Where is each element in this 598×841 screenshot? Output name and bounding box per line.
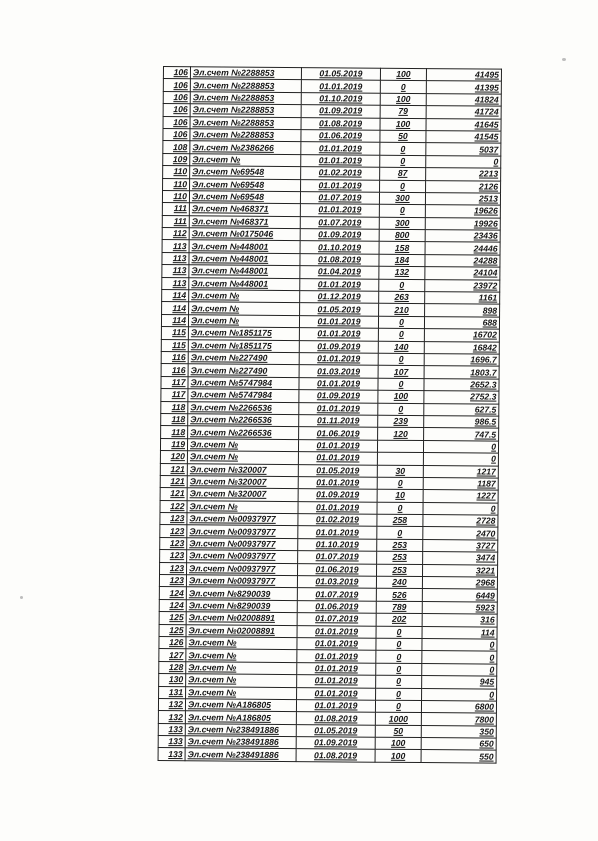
value-cell: 0 <box>426 155 501 168</box>
date-cell: 01.01.2019 <box>296 699 375 712</box>
date-cell: 01.01.2019 <box>298 501 377 514</box>
row-number: 106 <box>163 67 190 80</box>
row-number: 110 <box>162 190 189 203</box>
ledger-body <box>158 67 501 764</box>
account-name: Эл.счет № <box>187 438 298 451</box>
value-cell: 41724 <box>426 106 501 119</box>
row-number: 106 <box>163 128 190 141</box>
account-name: Эл.счет № <box>190 153 301 166</box>
date-cell: 01.05.2019 <box>298 464 377 477</box>
value-cell: 2652.3 <box>424 378 499 391</box>
account-name: Эл.счет №2288853 <box>190 79 301 92</box>
account-name: Эл.счет №1851175 <box>188 327 299 340</box>
value-cell: 2513 <box>425 192 500 205</box>
value-cell: 24288 <box>425 254 500 267</box>
quantity-cell: 0 <box>378 403 424 416</box>
account-name: Эл.счет №00937977 <box>187 513 298 526</box>
date-cell: 01.01.2019 <box>299 377 378 390</box>
date-cell: 01.10.2019 <box>298 538 377 551</box>
account-name: Эл.счет №2288853 <box>190 104 301 117</box>
date-cell: 01.05.2019 <box>301 68 380 81</box>
row-number: 118 <box>161 401 188 414</box>
account-name: Эл.счет №238491886 <box>185 723 296 736</box>
row-number: 111 <box>162 203 189 216</box>
date-cell: 01.02.2019 <box>301 167 380 180</box>
value-cell: 1187 <box>423 477 498 490</box>
row-number: 111 <box>162 215 189 228</box>
value-cell: 24446 <box>425 242 500 255</box>
quantity-cell: 0 <box>378 316 424 329</box>
quantity-cell: 0 <box>379 279 425 292</box>
quantity-cell: 0 <box>376 688 422 701</box>
row-number: 132 <box>158 711 185 724</box>
row-number: 121 <box>160 463 187 476</box>
account-name: Эл.счет №00937977 <box>187 525 298 538</box>
quantity-cell <box>377 452 423 465</box>
ledger-sheet <box>158 66 499 763</box>
account-name: Эл.счет №2266536 <box>188 426 299 439</box>
account-ledger-table <box>158 66 502 764</box>
date-cell: 01.06.2019 <box>297 600 376 613</box>
row-number: 118 <box>161 413 188 426</box>
date-cell: 01.04.2019 <box>300 266 379 279</box>
quantity-cell: 240 <box>376 576 422 589</box>
value-cell: 5037 <box>426 143 501 156</box>
row-number: 123 <box>160 550 187 563</box>
account-name: Эл.счет № <box>186 661 297 674</box>
account-name: Эл.счет №468371 <box>189 203 300 216</box>
date-cell: 01.09.2019 <box>301 105 380 118</box>
value-cell: 41495 <box>426 69 501 82</box>
value-cell: 3221 <box>422 564 497 577</box>
quantity-cell: 263 <box>379 291 425 304</box>
row-number: 132 <box>158 698 185 711</box>
quantity-cell: 87 <box>380 167 426 180</box>
value-cell: 0 <box>422 663 497 676</box>
account-name: Эл.счет № <box>187 451 298 464</box>
date-cell: 01.01.2019 <box>301 179 380 192</box>
date-cell: 01.12.2019 <box>300 291 379 304</box>
row-number: 121 <box>160 475 187 488</box>
account-name: Эл.счет №00937977 <box>187 538 298 551</box>
account-name: Эл.счет №02008891 <box>186 612 297 625</box>
date-cell: 01.01.2019 <box>298 526 377 539</box>
quantity-cell: 30 <box>377 465 423 478</box>
date-cell: 01.08.2019 <box>296 712 375 725</box>
date-cell: 01.09.2019 <box>299 340 378 353</box>
quantity-cell: 120 <box>378 428 424 441</box>
value-cell: 945 <box>422 676 497 689</box>
date-cell: 01.01.2019 <box>297 662 376 675</box>
quantity-cell: 300 <box>379 217 425 230</box>
account-name: Эл.счет № <box>187 500 298 513</box>
value-cell: 747.5 <box>424 428 499 441</box>
account-name: Эл.счет №69548 <box>190 178 301 191</box>
date-cell: 01.07.2019 <box>300 216 379 229</box>
quantity-cell: 789 <box>376 601 422 614</box>
row-number: 114 <box>161 314 188 327</box>
account-name: Эл.счет №448001 <box>189 240 300 253</box>
quantity-cell: 100 <box>375 737 421 750</box>
account-name: Эл.счет № <box>186 674 297 687</box>
quantity-cell: 0 <box>380 155 426 168</box>
date-cell: 01.01.2019 <box>299 315 378 328</box>
account-name: Эл.счет №5747984 <box>188 376 299 389</box>
value-cell: 19926 <box>425 217 500 230</box>
account-name: Эл.счет № <box>186 686 297 699</box>
date-cell: 01.07.2019 <box>297 613 376 626</box>
quantity-cell: 132 <box>379 266 425 279</box>
value-cell: 24104 <box>425 267 500 280</box>
value-cell: 688 <box>424 316 499 329</box>
quantity-cell <box>377 440 423 453</box>
quantity-cell: 526 <box>376 589 422 602</box>
value-cell: 2126 <box>426 180 501 193</box>
account-name: Эл.счет №00937977 <box>187 550 298 563</box>
value-cell: 350 <box>421 725 496 738</box>
row-number: 112 <box>162 228 189 241</box>
quantity-cell: 0 <box>380 81 426 94</box>
date-cell: 01.01.2019 <box>298 476 377 489</box>
value-cell: 41395 <box>426 81 501 94</box>
row-number: 133 <box>158 748 185 761</box>
date-cell: 01.01.2019 <box>297 638 376 651</box>
value-cell: 41545 <box>426 131 501 144</box>
value-cell: 986.5 <box>424 415 499 428</box>
value-cell: 1803.7 <box>424 366 499 379</box>
row-number: 120 <box>160 451 187 464</box>
account-name: Эл.счет №69548 <box>190 166 301 179</box>
row-number: 123 <box>160 513 187 526</box>
value-cell: 1161 <box>425 292 500 305</box>
quantity-cell: 0 <box>377 477 423 490</box>
value-cell: 5923 <box>422 601 497 614</box>
account-name: Эл.счет №320007 <box>187 488 298 501</box>
value-cell: 23436 <box>425 230 500 243</box>
row-number: 133 <box>158 736 185 749</box>
value-cell: 41824 <box>426 93 501 106</box>
value-cell: 0 <box>422 639 497 652</box>
date-cell: 01.05.2019 <box>300 303 379 316</box>
account-name: Эл.счет №2266536 <box>188 414 299 427</box>
quantity-cell: 0 <box>379 205 425 218</box>
account-name: Эл.счет №2386266 <box>190 141 301 154</box>
account-name: Эл.счет № <box>186 637 297 650</box>
account-name: Эл.счет №69548 <box>189 191 300 204</box>
date-cell: 01.01.2019 <box>301 80 380 93</box>
quantity-cell: 202 <box>376 613 422 626</box>
date-cell: 01.01.2019 <box>298 439 377 452</box>
account-name: Эл.счет №227490 <box>188 352 299 365</box>
row-number: 126 <box>159 636 186 649</box>
quantity-cell: 800 <box>379 229 425 242</box>
date-cell: 01.08.2019 <box>300 253 379 266</box>
row-number: 108 <box>163 141 190 154</box>
account-name: Эл.счет №5747984 <box>188 389 299 402</box>
date-cell: 01.10.2019 <box>301 92 380 105</box>
value-cell: 114 <box>422 626 497 639</box>
row-number: 118 <box>161 426 188 439</box>
value-cell: 2728 <box>423 515 498 528</box>
value-cell: 7800 <box>421 713 496 726</box>
value-cell: 6800 <box>421 700 496 713</box>
quantity-cell: 1000 <box>375 713 421 726</box>
account-name: Эл.счет №1851175 <box>188 339 299 352</box>
date-cell: 01.02.2019 <box>298 514 377 527</box>
row-number: 113 <box>162 265 189 278</box>
date-cell: 01.09.2019 <box>296 737 375 750</box>
value-cell: 2213 <box>426 168 501 181</box>
row-number: 127 <box>159 649 186 662</box>
row-number: 113 <box>162 252 189 265</box>
date-cell: 01.09.2019 <box>299 390 378 403</box>
date-cell: 01.06.2019 <box>301 130 380 143</box>
quantity-cell: 10 <box>377 489 423 502</box>
quantity-cell: 0 <box>375 700 421 713</box>
row-number: 131 <box>159 686 186 699</box>
row-number: 106 <box>163 91 190 104</box>
date-cell: 01.07.2019 <box>297 588 376 601</box>
quantity-cell: 253 <box>376 564 422 577</box>
table-row <box>158 748 496 763</box>
account-name: Эл.счет № <box>189 302 300 315</box>
value-cell: 627.5 <box>424 403 499 416</box>
quantity-cell: 0 <box>376 651 422 664</box>
quantity-cell: 0 <box>380 180 426 193</box>
row-number: 122 <box>160 500 187 513</box>
row-number: 117 <box>161 389 188 402</box>
date-cell: 01.01.2019 <box>300 278 379 291</box>
value-cell: 16702 <box>424 329 499 342</box>
account-name: Эл.счет №448001 <box>189 265 300 278</box>
row-number: 117 <box>161 376 188 389</box>
account-name: Эл.счет № <box>186 649 297 662</box>
account-name: Эл.счет №448001 <box>189 253 300 266</box>
account-name: Эл.счет №2288853 <box>190 91 301 104</box>
row-number: 110 <box>163 166 190 179</box>
quantity-cell: 0 <box>376 663 422 676</box>
date-cell: 01.08.2019 <box>301 117 380 130</box>
account-name: Эл.счет №00937977 <box>186 575 297 588</box>
value-cell: 1217 <box>423 465 498 478</box>
account-name: Эл.счет №227490 <box>188 364 299 377</box>
account-name: Эл.счет №А186805 <box>185 699 296 712</box>
quantity-cell: 100 <box>380 93 426 106</box>
value-cell: 0 <box>423 453 498 466</box>
value-cell: 0 <box>423 502 498 515</box>
row-number: 124 <box>159 587 186 600</box>
quantity-cell: 79 <box>380 105 426 118</box>
row-number: 128 <box>159 661 186 674</box>
date-cell: 01.01.2019 <box>301 154 380 167</box>
date-cell: 01.01.2019 <box>297 675 376 688</box>
row-number: 116 <box>161 364 188 377</box>
row-number: 115 <box>161 327 188 340</box>
account-name: Эл.счет №2288853 <box>190 116 301 129</box>
account-name: Эл.счет №448001 <box>189 277 300 290</box>
value-cell: 2470 <box>423 527 498 540</box>
row-number: 121 <box>160 488 187 501</box>
value-cell: 1696.7 <box>424 354 499 367</box>
value-cell: 550 <box>421 750 496 763</box>
account-name: Эл.счет №0175046 <box>189 228 300 241</box>
quantity-cell: 100 <box>375 750 421 763</box>
date-cell: 01.01.2019 <box>299 328 378 341</box>
row-number: 116 <box>161 351 188 364</box>
row-number: 110 <box>163 178 190 191</box>
value-cell: 898 <box>425 304 500 317</box>
quantity-cell: 0 <box>377 527 423 540</box>
value-cell: 41645 <box>426 118 501 131</box>
account-name: Эл.счет №2288853 <box>190 67 301 80</box>
quantity-cell: 253 <box>377 551 423 564</box>
account-name: Эл.счет №8290039 <box>186 587 297 600</box>
date-cell: 01.09.2019 <box>300 229 379 242</box>
account-name: Эл.счет №А186805 <box>185 711 296 724</box>
quantity-cell: 210 <box>379 304 425 317</box>
quantity-cell: 140 <box>378 341 424 354</box>
quantity-cell: 258 <box>377 514 423 527</box>
row-number: 113 <box>162 240 189 253</box>
quantity-cell: 0 <box>378 378 424 391</box>
account-name: Эл.счет №238491886 <box>185 748 296 761</box>
quantity-cell: 0 <box>376 626 422 639</box>
account-name: Эл.счет №238491886 <box>185 736 296 749</box>
date-cell: 01.06.2019 <box>298 563 377 576</box>
date-cell: 01.10.2019 <box>300 241 379 254</box>
row-number: 106 <box>163 116 190 129</box>
quantity-cell: 0 <box>376 638 422 651</box>
scan-speck <box>20 596 23 599</box>
value-cell: 2968 <box>422 577 497 590</box>
quantity-cell: 100 <box>378 390 424 403</box>
scan-speck <box>562 58 566 61</box>
quantity-cell: 184 <box>379 254 425 267</box>
value-cell: 2752.3 <box>424 391 499 404</box>
account-name: Эл.счет №02008891 <box>186 624 297 637</box>
quantity-cell: 253 <box>377 539 423 552</box>
date-cell: 01.07.2019 <box>298 551 377 564</box>
account-name: Эл.счет №8290039 <box>186 599 297 612</box>
quantity-cell: 300 <box>379 192 425 205</box>
date-cell: 01.11.2019 <box>299 415 378 428</box>
quantity-cell: 100 <box>380 118 426 131</box>
row-number: 115 <box>161 339 188 352</box>
date-cell: 01.01.2019 <box>301 142 380 155</box>
quantity-cell: 0 <box>378 328 424 341</box>
value-cell: 650 <box>421 738 496 751</box>
value-cell: 0 <box>422 651 497 664</box>
date-cell: 01.01.2019 <box>298 452 377 465</box>
row-number: 106 <box>163 79 190 92</box>
value-cell: 16842 <box>424 341 499 354</box>
row-number: 113 <box>162 277 189 290</box>
value-cell: 316 <box>422 614 497 627</box>
value-cell: 1227 <box>423 490 498 503</box>
account-name: Эл.счет №320007 <box>187 463 298 476</box>
date-cell: 01.09.2019 <box>298 489 377 502</box>
row-number: 114 <box>162 290 189 303</box>
value-cell: 23972 <box>425 279 500 292</box>
quantity-cell: 158 <box>379 242 425 255</box>
account-name: Эл.счет №2266536 <box>188 401 299 414</box>
row-number: 109 <box>163 153 190 166</box>
date-cell: 01.01.2019 <box>297 650 376 663</box>
date-cell: 01.01.2019 <box>300 204 379 217</box>
row-number: 123 <box>160 562 187 575</box>
account-name: Эл.счет №00937977 <box>187 562 298 575</box>
date-cell: 01.01.2019 <box>297 687 376 700</box>
date-cell: 01.05.2019 <box>296 724 375 737</box>
quantity-cell: 0 <box>380 143 426 156</box>
value-cell: 6449 <box>422 589 497 602</box>
row-number: 130 <box>159 674 186 687</box>
row-number: 125 <box>159 612 186 625</box>
row-number: 119 <box>160 438 187 451</box>
value-cell: 3727 <box>423 539 498 552</box>
row-number: 106 <box>163 104 190 117</box>
date-cell: 01.08.2019 <box>296 749 375 762</box>
date-cell: 01.07.2019 <box>300 191 379 204</box>
date-cell: 01.01.2019 <box>297 625 376 638</box>
value-cell: 0 <box>422 688 497 701</box>
account-name: Эл.счет №2288853 <box>190 129 301 142</box>
date-cell: 01.01.2019 <box>299 353 378 366</box>
value-cell: 19626 <box>425 205 500 218</box>
row-number: 123 <box>159 575 186 588</box>
quantity-cell: 100 <box>380 68 426 81</box>
row-number: 123 <box>160 537 187 550</box>
account-name: Эл.счет №468371 <box>189 215 300 228</box>
quantity-cell: 0 <box>378 353 424 366</box>
date-cell: 01.01.2019 <box>299 402 378 415</box>
quantity-cell: 50 <box>380 130 426 143</box>
quantity-cell: 239 <box>378 415 424 428</box>
quantity-cell: 50 <box>375 725 421 738</box>
row-number: 125 <box>159 624 186 637</box>
row-number: 123 <box>160 525 187 538</box>
quantity-cell: 0 <box>376 675 422 688</box>
account-name: Эл.счет №320007 <box>187 476 298 489</box>
date-cell: 01.03.2019 <box>299 365 378 378</box>
account-name: Эл.счет № <box>188 315 299 328</box>
value-cell: 3474 <box>423 552 498 565</box>
row-number: 133 <box>158 723 185 736</box>
quantity-cell: 0 <box>377 502 423 515</box>
value-cell: 0 <box>423 440 498 453</box>
date-cell: 01.06.2019 <box>299 427 378 440</box>
quantity-cell: 107 <box>378 366 424 379</box>
row-number: 114 <box>162 302 189 315</box>
account-name: Эл.счет № <box>189 290 300 303</box>
date-cell: 01.03.2019 <box>297 576 376 589</box>
row-number: 124 <box>159 599 186 612</box>
